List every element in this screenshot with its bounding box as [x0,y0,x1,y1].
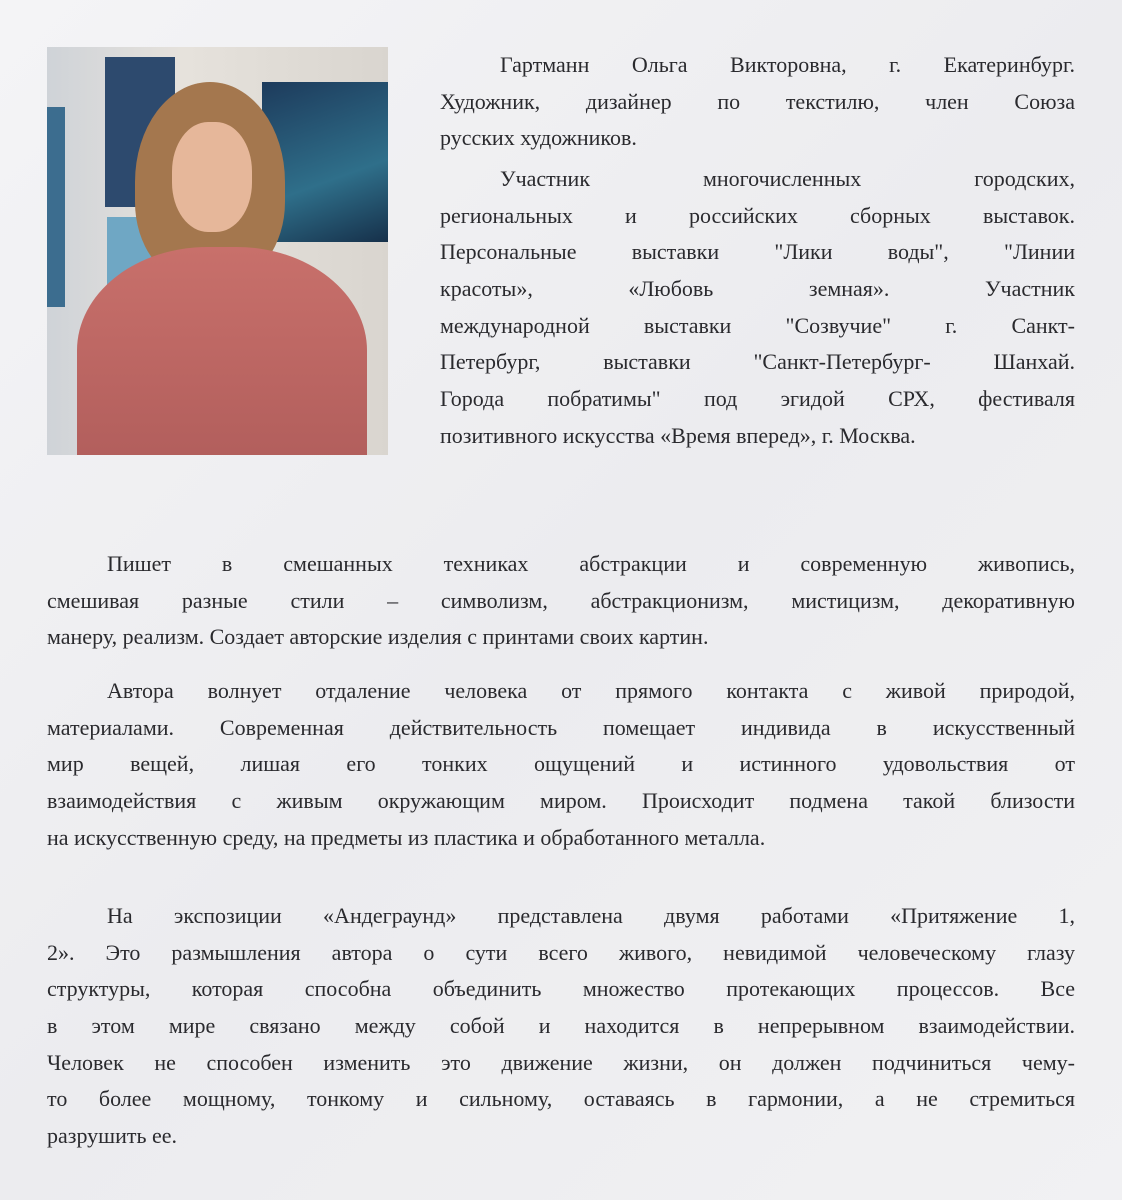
paragraph [440,47,1075,157]
text-line: разрушить ее. [47,1123,178,1149]
text-line: Персональные выставки "Лики воды", "Линии [440,239,1075,265]
text-line: на искусственную среду, на предметы из пластика и обработанного металла. [47,824,766,850]
paragraph [47,546,1075,656]
text-line: то более мощному, тонкому и сильному, оставаясь в гармонии, а не стремиться [47,1086,1075,1112]
text-line: На экспозиции «Андеграунд» представлена двумя работами «Притяжение 1, [107,903,1075,928]
text-line: Художник, дизайнер по текстилю, член Союза [440,88,1075,114]
paragraph [47,898,1075,1155]
text-line: в этом мире связано между собой и находится в непрерывном взаимодействии. [47,1013,1075,1039]
text-line: смешивая разные стили – символизм, абстракционизм, мистицизм, декоративную [47,587,1075,613]
text-line: манеру, реализм. Создает авторские изделия с принтами своих картин. [47,624,709,650]
text-line: структуры, которая способна объединить множество протекающих процессов. Все [47,976,1075,1002]
portrait-face [172,122,252,232]
text-line: Участник многочисленных городских, [500,166,1075,191]
text-line: Города побратимы" под эгидой СРХ, фестиваля [440,386,1075,412]
background-painting [47,107,65,307]
text-line: материалами. Современная действительность помещает индивида в искусственный [47,714,1075,740]
portrait-pink-blouse [77,247,367,455]
paragraph [440,161,1075,455]
text-line: взаимодействия с живым окружающим миром. Происходит подмена такой близости [47,788,1075,814]
text-line: мир вещей, лишая его тонких ощущений и истинного удовольствия от [47,751,1075,777]
text-line: Человек не способен изменить это движение жизни, он должен подчиниться чему- [47,1049,1075,1075]
text-line: Автора волнует отдаление человека от прямого контакта с живой природой, [107,678,1075,703]
artist-portrait-photo [47,47,388,455]
text-line: региональных и российских сборных выставок. [440,202,1075,228]
text-line: Гартманн Ольга Викторовна, г. Екатеринбург. [500,52,1075,77]
text-line: Петербург, выставки "Санкт-Петербург- Шанхай. [440,349,1075,375]
text-line: международной выставки "Созвучие" г. Санкт- [440,312,1075,338]
text-line: 2». Это размышления автора о сути всего живого, невидимой человеческому глазу [47,939,1075,965]
text-line: русских художников. [440,125,637,151]
text-line: красоты», «Любовь земная». Участник [440,276,1075,302]
text-line: позитивного искусства «Время вперед», г. Москва. [440,422,916,448]
paragraph [47,673,1075,856]
text-line: Пишет в смешанных техниках абстракции и современную живопись, [107,551,1075,576]
